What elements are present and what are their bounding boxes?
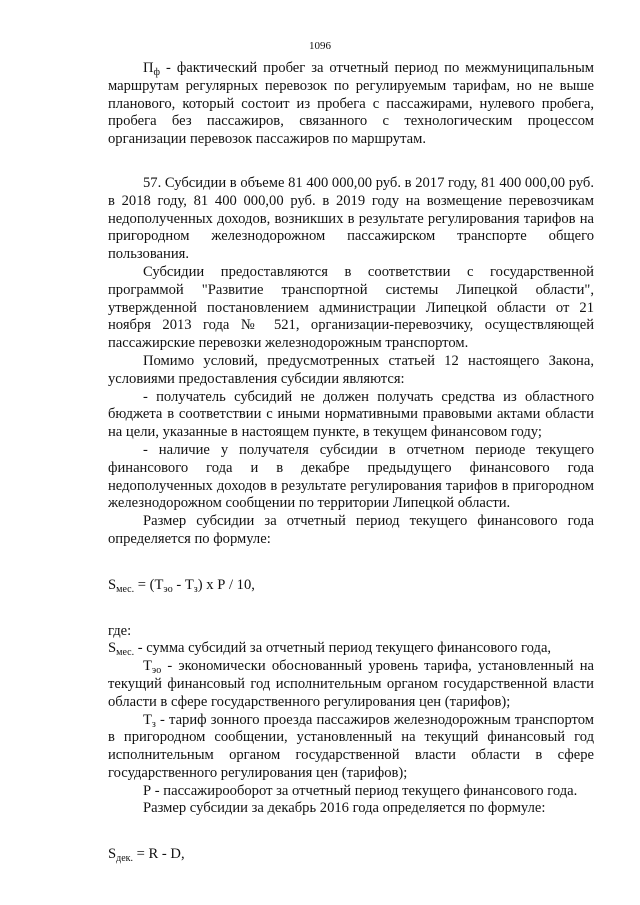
definition-s-month: $S_{мес.}$ - сумма субсидий за отчетный период текущего финансового года, bbox=[108, 640, 552, 659]
where-label: где: bbox=[108, 622, 132, 639]
paragraph-conditions: Помимо условий, предусмотренных статьей 12 настоящего Закона, условиями предоставления субсидии являются: bbox=[108, 352, 594, 387]
paragraph-formula-intro: Размер субсидии за отчетный период текущего финансового года определяется по формуле: bbox=[108, 513, 594, 547]
paragraph-57: 57. Субсидии в объеме 81 400 000,00 руб. в 2017 году, 81 400 000,00 руб. в 2018 году, 81 400 000,00 руб. в 2019 году на возмещение перевозчикам недополученных доходов, возникших в результате регулирования тарифов на пригородном железнодорожном пассажирском транспорте общего пользования. bbox=[108, 174, 594, 263]
condition-item-2: - наличие у получателя субсидии в отчетном периоде текущего финансового года и в декабре предыдущего финансового года недополученных доходов в результате регулирования тарифов в пригородном железнодорожном сообщении по территории Липецкой области. bbox=[108, 441, 594, 512]
definition-t-eo: $Т_{эо}$ - экономически обоснованный уровень тарифа, установленный на текущий финансовый год исполнительным органом государственной власти области в сфере государственного регулирования цен (тарифов); bbox=[108, 658, 594, 710]
formula-monthly: $S_{мес.} = (Т_{эо} - Т_з)$ х Р / 10, bbox=[108, 576, 255, 595]
definition-t-z: $Т_з$ - тариф зонного проезда пассажиров железнодорожным транспортом в пригородном сообщении, установленный на текущий финансовый год исполнительным органом государственной власти области в сфере государственного регулирования цен (тарифов); bbox=[108, 711, 594, 781]
paragraph-december: Размер субсидии за декабрь 2016 года определяется по формуле: bbox=[143, 800, 546, 817]
page-number: 1096 bbox=[309, 40, 331, 52]
definition-p: Р - пассажирооборот за отчетный период текущего финансового года. bbox=[143, 782, 578, 799]
document-body bbox=[108, 60, 594, 864]
definition-pf: $П_ф$ - фактический пробег за отчетный период по межмуниципальным маршрутам регулярных перевозок по регулируемым тарифам, но не выше планового, который состоит из пробега с пассажирами, нулевого пробега, пробега без пассажиров, связанного с технологическим процессом организации перевозок пассажиров по маршрутам. bbox=[108, 60, 594, 148]
paragraph-program: Субсидии предоставляются в соответствии с государственной программой "Развитие транспортной системы Липецкой области", утвержденной постановлением администрации Липецкой области от 21 ноября 2013 года № 521, организации-перевозчику, осуществляющей пассажирские перевозки железнодорожным транспортом. bbox=[108, 263, 594, 352]
condition-item-1: - получатель субсидий не должен получать средства из областного бюджета в соответствии с иными нормативными правовыми актами области на цели, указанные в настоящем пункте, в текущем финансовом году; bbox=[108, 388, 594, 441]
formula-december: $S_{дек.} = R - D$, bbox=[108, 846, 185, 865]
symbol-pf: $П_ф$ bbox=[143, 60, 161, 78]
